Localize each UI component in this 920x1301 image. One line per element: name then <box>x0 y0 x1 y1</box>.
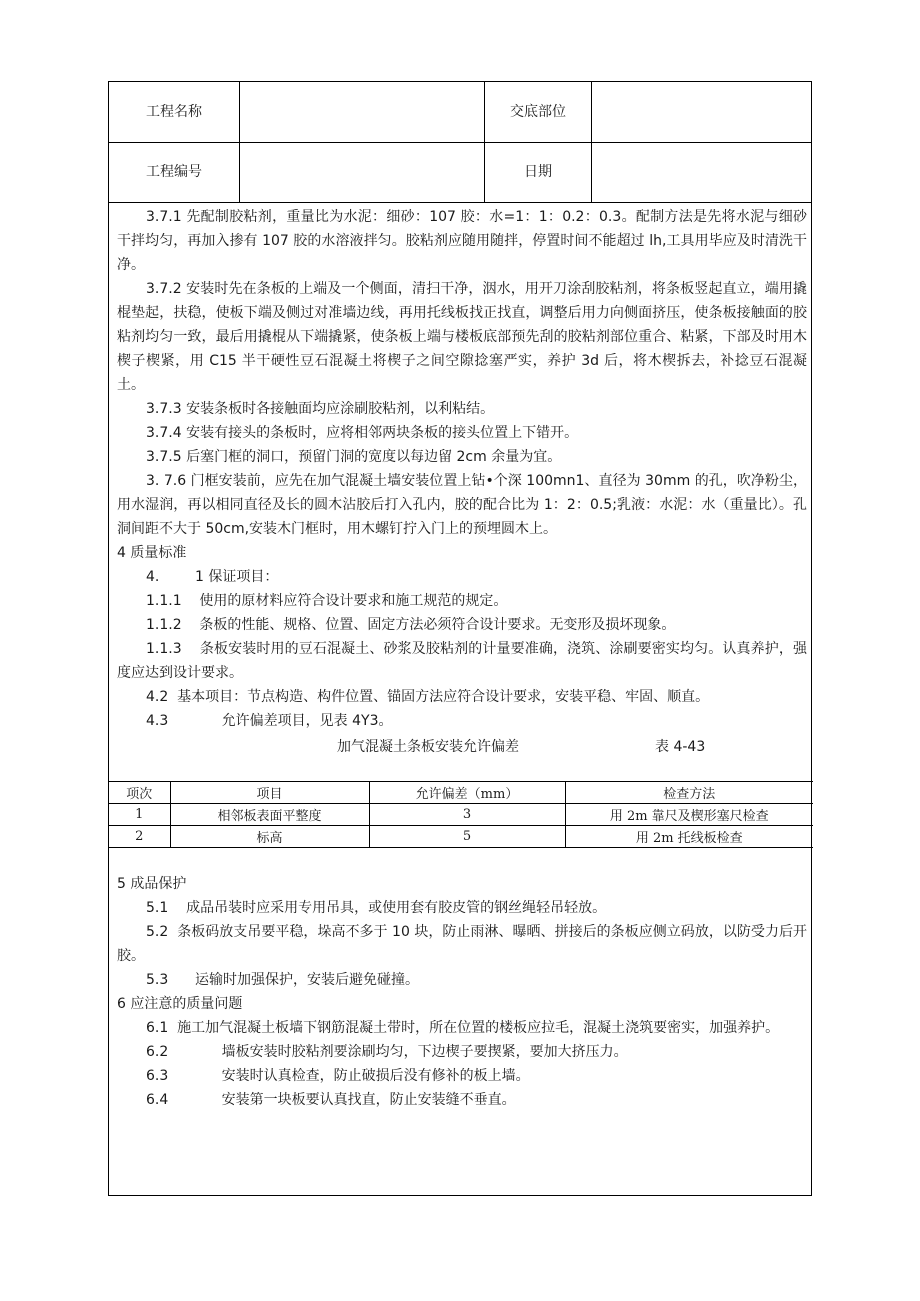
table-header-row <box>109 782 813 804</box>
table-header-cell: 检查方法 <box>565 782 813 804</box>
table-header-cell: 项目 <box>170 782 369 804</box>
table-header-cell: 项次 <box>109 782 170 804</box>
table-cell: 用 2m 托线板检查 <box>565 826 813 848</box>
project-number-label: 工程编号 <box>146 164 202 180</box>
paragraph-5-1: 5.1 成品吊装时应采用专用吊具，或使用套有胶皮管的钢丝绳轻吊轻放。 <box>146 900 607 916</box>
paragraph-3-7-1: 3.7.1 先配制胶粘剂，重量比为水泥：细砂：107 胶：水=1：1：0.2：0.3。配制方法是先将水泥与细砂干拌均匀，再加入掺有 107 胶的水溶液拌匀。胶粘剂应随用随拌，停置时间不能超过 lh,工具用毕应及时清洗干净。 <box>117 209 807 273</box>
paragraph-1-1-1: 1.1.1 使用的原材料应符合设计要求和施工规范的规定。 <box>146 593 508 609</box>
paragraph-4-3: 4.3 允许偏差项目，见表 4Y3。 <box>146 713 393 729</box>
table-cell: 相邻板表面平整度 <box>170 804 369 826</box>
table-cell: 3 <box>369 804 565 826</box>
table-cell: 5 <box>369 826 565 848</box>
header-row-divider <box>109 142 811 143</box>
paragraph-6-3: 6.3 安装时认真检查，防止破损后没有修补的板上墙。 <box>146 1068 530 1084</box>
body-text <box>117 205 807 1112</box>
header-col-divider-3 <box>591 82 592 202</box>
table-header-cell: 允许偏差（mm） <box>369 782 565 804</box>
table-cell: 标高 <box>170 826 369 848</box>
paragraph-6-2: 6.2 墙板安装时胶粘剂要涂刷均匀，下边楔子要揳紧，要加大挤压力。 <box>146 1044 628 1060</box>
section-6-heading: 6 应注意的质量问题 <box>117 996 243 1012</box>
paragraph-3-7-2: 3.7.2 安装时先在条板的上端及一个侧面，清扫干净，洇水，用开刀涂刮胶粘剂，将条板竖起直立，端用撬棍垫起，扶稳，使板下端及侧过对准墙边线，再用托线板找正找直，调整后用力向侧面挤压，使条板接触面的胶粘剂均匀一致，最后用撬棍从下端撬紧，使条板上端与楼板底部预先刮的胶粘剂部位重合、粘紧，下部及时用木楔子楔紧，用 C15 半干硬性豆石混凝土将楔子之间空隙捻塞严实，养护 3d 后，将木楔拆去，补捻豆石混凝土。 <box>117 281 807 393</box>
paragraph-5-2: 5.2 条板码放支吊要平稳，垛高不多于 10 块，防止雨淋、曝晒、拼接后的条板应侧立码放，以防受力后开胶。 <box>117 924 807 964</box>
paragraph-5-3: 5.3 运输时加强保护，安装后避免碰撞。 <box>146 972 419 988</box>
header-bottom-border <box>109 202 811 203</box>
paragraph-3-7-3: 3.7.3 安装条板时各接触面均应涂刷胶粘剂，以利粘结。 <box>146 401 495 417</box>
table-cell: 用 2m 靠尺及楔形塞尺检查 <box>565 804 813 826</box>
paragraph-4-2: 4.2 基本项目：节点构造、构件位置、锚固方法应符合设计要求，安装平稳、牢固、顺直。 <box>146 689 710 705</box>
paragraph-1-1-2: 1.1.2 条板的性能、规格、位置、固定方法必须符合设计要求。无变形及损坏现象。 <box>146 617 676 633</box>
table-row <box>109 804 813 826</box>
deviation-table <box>109 781 813 848</box>
paragraph-1-1-3: 1.1.3 条板安装时用的豆石混凝土、砂浆及胶粘剂的计量要准确，浇筑、涂刷要密实均匀。认真养护，强度应达到设计要求。 <box>117 641 807 681</box>
section-4-heading: 4 质量标准 <box>117 545 187 561</box>
table-number: 表 4-43 <box>655 739 706 755</box>
paragraph-6-4: 6.4 安装第一块板要认真找直，防止安装缝不垂直。 <box>146 1092 516 1108</box>
header-col-divider-2 <box>484 82 485 202</box>
date-label: 日期 <box>524 164 552 180</box>
table-title: 加气混凝土条板安装允许偏差 <box>337 739 519 755</box>
paragraph-4-1: 4. 1 保证项目： <box>146 569 279 585</box>
handover-part-label: 交底部位 <box>510 104 566 120</box>
section-5-heading: 5 成品保护 <box>117 876 187 892</box>
paragraph-3-7-4: 3.7.4 安装有接头的条板时，应将相邻两块条板的接头位置上下错开。 <box>146 425 579 441</box>
header-col-divider-1 <box>239 82 240 202</box>
project-name-label: 工程名称 <box>146 104 202 120</box>
paragraph-3-7-6: 3. 7.6 门框安装前，应先在加气混凝土墙安装位置上钻•个深 100mn1、直径为 30mm 的孔，吹净粉尘，用水湿润，再以相同直径及长的圆木沾胶后打入孔内，胶的配合比为 1：2：0.5;乳液：水泥：水（重量比）。孔洞间距不大于 50cm,安装木门框时，用木螺钉拧入门上的预埋圆木上。 <box>117 473 807 537</box>
paragraph-6-1: 6.1 施工加气混凝土板墙下钢筋混凝土带时，所在位置的楼板应拉毛，混凝土浇筑要密实，加强养护。 <box>146 1020 780 1036</box>
table-caption <box>117 735 807 759</box>
table-cell: 2 <box>109 826 170 848</box>
table-cell: 1 <box>109 804 170 826</box>
table-row <box>109 826 813 848</box>
paragraph-3-7-5: 3.7.5 后塞门框的洞口，预留门洞的宽度以每边留 2cm 余量为宜。 <box>146 449 562 465</box>
document-frame <box>108 81 812 1196</box>
